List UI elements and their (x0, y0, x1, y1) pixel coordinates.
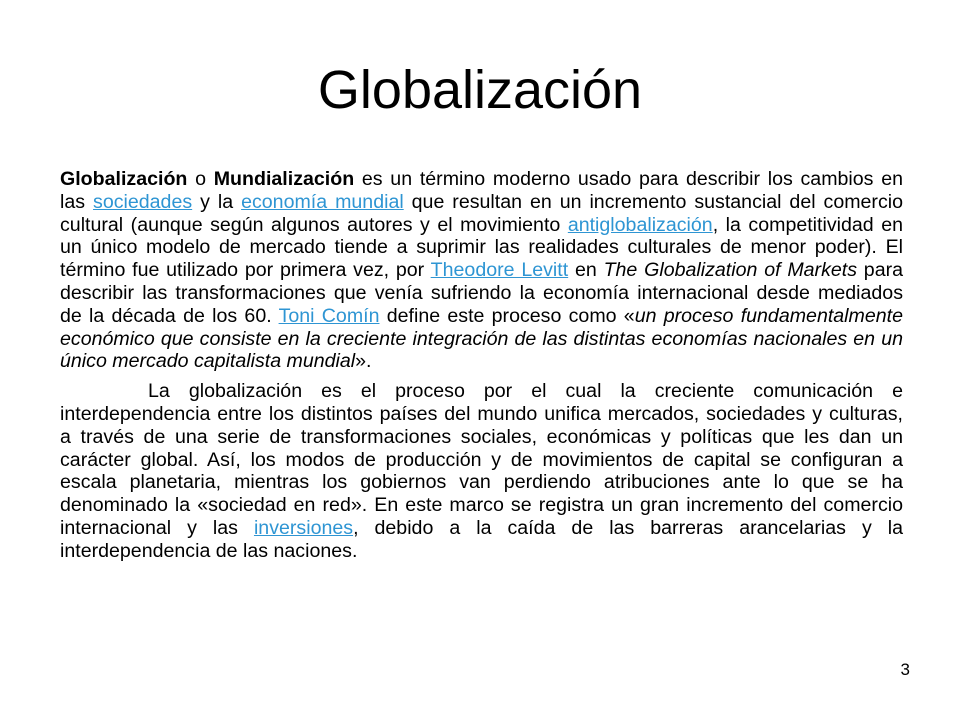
book-title: The Globalization of Markets (603, 259, 858, 282)
link-antiglobalizacion[interactable]: antiglobalización (567, 213, 713, 236)
link-economia-mundial[interactable]: economía mundial (241, 190, 404, 213)
text-segment: es un término moderno usado para describir los cambios en las (60, 168, 903, 213)
paragraph-process (60, 380, 903, 562)
text-segment: o (187, 168, 214, 190)
page-number: 3 (900, 660, 910, 679)
term-globalizacion: Globalización (60, 168, 188, 190)
text-segment: ». (355, 350, 372, 373)
text-segment: y la (192, 190, 242, 213)
text-segment: para describir las transformaciones que venía sufriendo la economía internacional desde mediados de la década de los 60. (60, 259, 904, 327)
text-segment: , debido a la caída de las barreras arancelarias y la interdependencia de las naciones. (60, 516, 903, 562)
link-theodore-levitt[interactable]: Theodore Levitt (430, 259, 569, 282)
text-segment: en (568, 259, 604, 282)
text-segment: que resultan en un incremento sustancial del comercio cultural (aunque según algunos autores y el movimiento (60, 190, 904, 236)
slide-body (60, 168, 903, 563)
link-sociedades[interactable]: sociedades (93, 190, 193, 213)
text-segment: La globalización es el proceso por el cual la creciente comunicación e interdependencia entre los distintos países del mundo unifica mercados, sociedades y culturas, a través de una serie de transformaciones sociales, económicas y políticas que les dan un carácter global. Así, los modos de producción y de movimientos de capital se configuran a escala planetaria, mientras los gobiernos van perdiendo atribuciones ante lo que se ha denominado la «sociedad en red». En este marco se registra un gran incremento del comercio internacional y las (60, 380, 903, 539)
paragraph-definition (60, 168, 903, 373)
text-segment: define este proceso como « (379, 304, 635, 327)
slide-title: Globalización (317, 60, 643, 120)
link-inversiones[interactable]: inversiones (253, 516, 354, 539)
definition-quote: un proceso fundamentalmente económico que consiste en la creciente integración de las distintas economías nacionales en un único mercado capitalista mundial (60, 304, 903, 373)
text-segment: , la competitividad en un único modelo de mercado tiende a suprimir las realidades culturales de menor poder). El término fue utilizado por primera vez, por (60, 213, 903, 282)
term-mundializacion: Mundialización (213, 168, 355, 190)
link-toni-comin[interactable]: Toni Comín (278, 304, 380, 327)
